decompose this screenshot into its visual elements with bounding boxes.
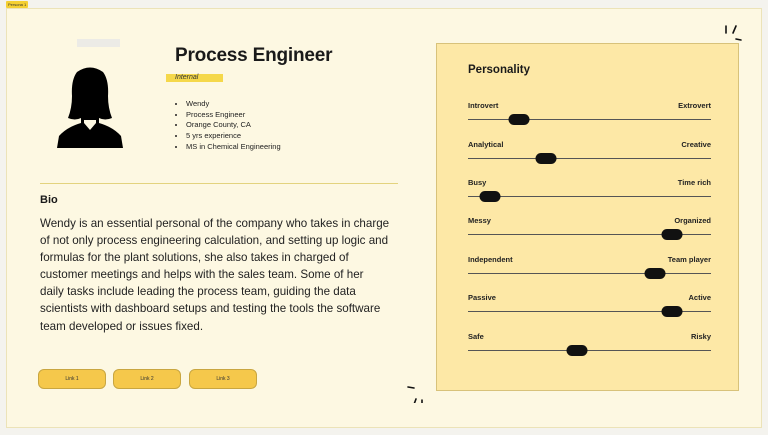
trait-left-label: Busy — [468, 178, 487, 187]
trait-slider-knob[interactable] — [479, 191, 500, 202]
bio-text: Wendy is an essential personal of the company who takes in charge of not only process engineering calculation, and setting up logic and formulas for the plant solutions, she also takes in charged of customer meetings and helps with the sales team. Some of her daily tasks include leading the process team, guiding the data scientists with dashboard setups and testing the tools the software team developed or issues fixed. — [40, 217, 390, 333]
section-divider — [40, 183, 398, 184]
link-3-button[interactable]: Link 3 — [189, 369, 257, 389]
trait-slider-knob[interactable] — [662, 229, 683, 240]
trait-left-label: Analytical — [468, 140, 504, 149]
fact-location: • Orange County, CA — [186, 120, 281, 131]
trait-track — [468, 273, 711, 274]
frame-label: Persona 1 — [8, 2, 27, 7]
persona-title: Process Engineer — [175, 45, 333, 66]
persona-badge: Internal — [166, 74, 223, 82]
avatar-caption-placeholder — [77, 39, 120, 47]
fact-education: • MS in Chemical Engineering — [186, 142, 281, 153]
trait-introvert-extrovert — [468, 101, 711, 127]
personality-panel — [436, 43, 739, 391]
trait-right-label: Active — [688, 293, 711, 302]
trait-slider-knob[interactable] — [509, 114, 530, 125]
trait-safe-risky — [468, 332, 711, 358]
trait-slider-knob[interactable] — [567, 345, 588, 356]
trait-right-label: Extrovert — [678, 101, 711, 110]
trait-slider-knob[interactable] — [535, 153, 556, 164]
bio-heading: Bio — [40, 194, 58, 206]
fact-name: • Wendy — [186, 99, 281, 110]
trait-right-label: Team player — [667, 255, 711, 264]
personality-title: Personality — [468, 64, 530, 76]
link-2-button[interactable]: Link 2 — [113, 369, 181, 389]
trait-right-label: Creative — [681, 140, 711, 149]
trait-slider-knob[interactable] — [645, 268, 666, 279]
trait-left-label: Introvert — [468, 101, 499, 110]
trait-passive-active — [468, 293, 711, 319]
trait-analytical-creative — [468, 140, 711, 166]
trait-busy-timerich — [468, 178, 711, 204]
trait-track — [468, 196, 711, 197]
accent-lines-icon — [406, 385, 424, 403]
trait-right-label: Risky — [690, 332, 711, 341]
trait-left-label: Messy — [468, 216, 491, 225]
trait-right-label: Organized — [674, 216, 711, 225]
trait-slider-knob[interactable] — [662, 306, 683, 317]
trait-independent-teamplayer — [468, 255, 711, 281]
link-1-button[interactable]: Link 1 — [38, 369, 106, 389]
woman-avatar-icon — [55, 66, 125, 148]
fact-role: • Process Engineer — [186, 110, 281, 121]
trait-track — [468, 119, 711, 120]
fact-experience: • 5 yrs experience — [186, 131, 281, 142]
trait-track — [468, 158, 711, 159]
accent-lines-icon — [724, 24, 742, 42]
persona-facts-list — [175, 99, 281, 153]
trait-left-label: Passive — [468, 293, 496, 302]
trait-left-label: Safe — [468, 332, 484, 341]
trait-track — [468, 350, 711, 351]
trait-left-label: Independent — [468, 255, 513, 264]
trait-messy-organized — [468, 216, 711, 242]
trait-right-label: Time rich — [677, 178, 711, 187]
